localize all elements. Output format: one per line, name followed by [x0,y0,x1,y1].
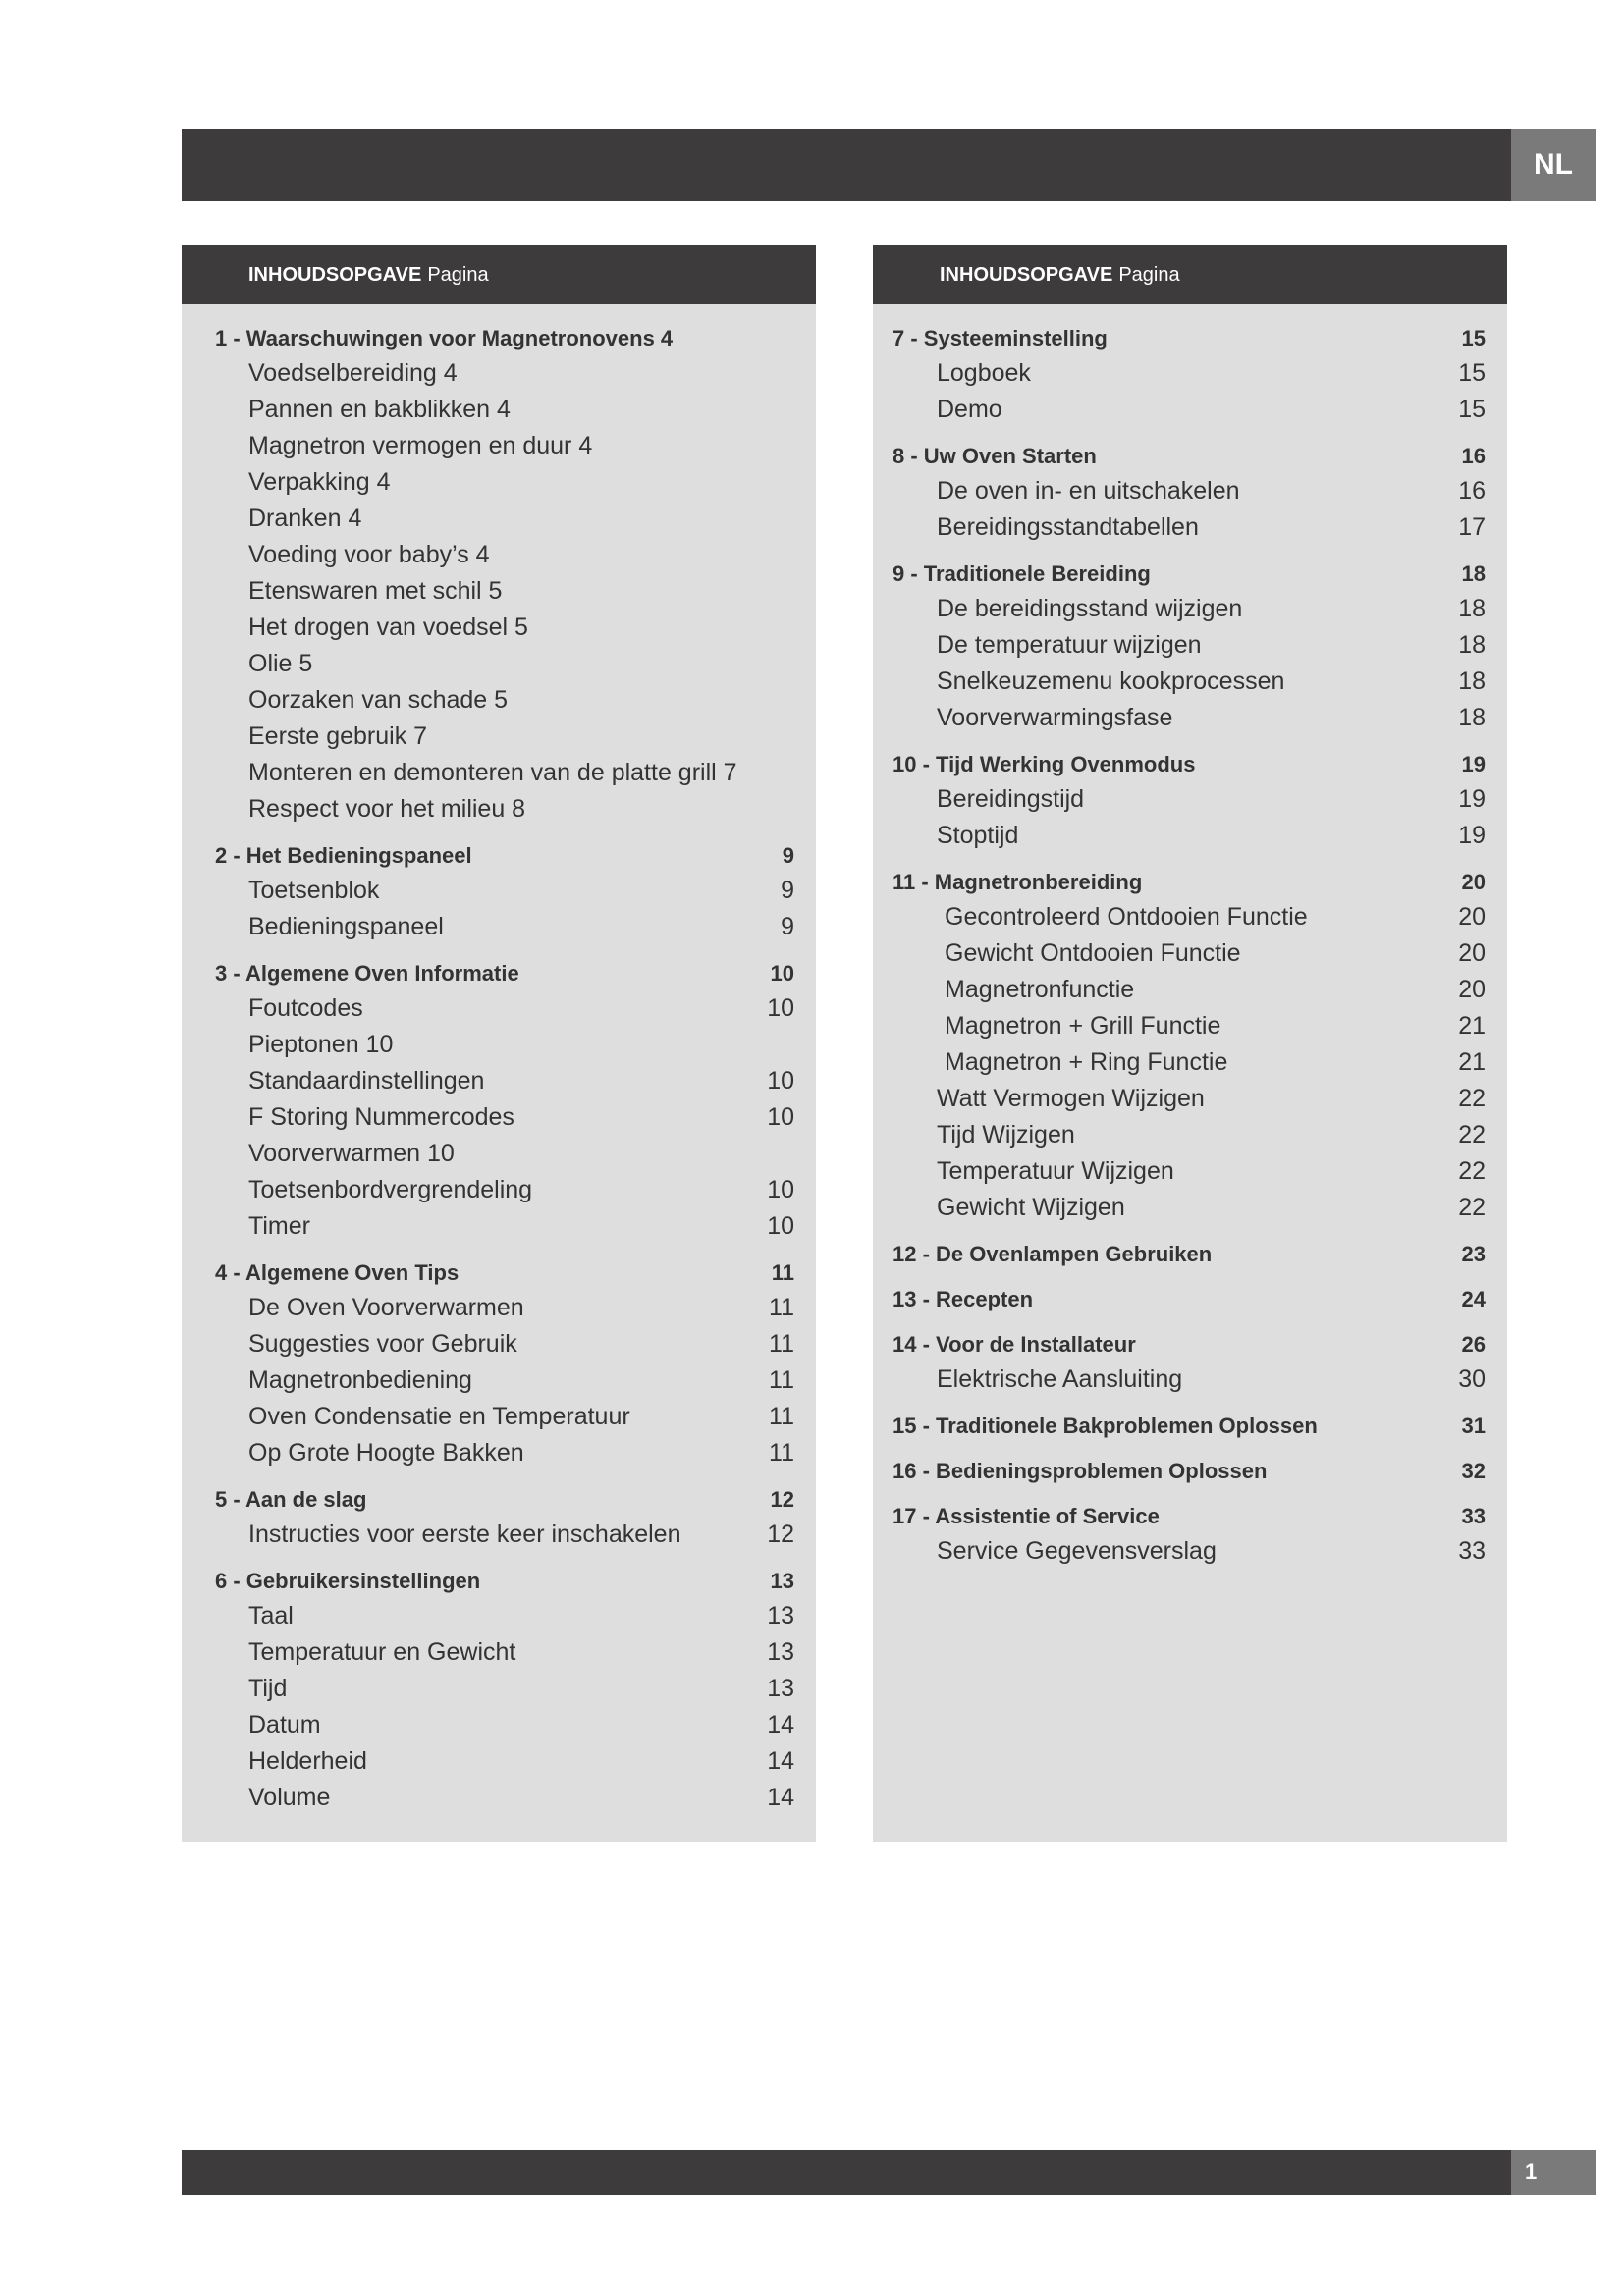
toc-entry[interactable] [893,1153,1486,1190]
toc-entry-label: Foutcodes [248,994,363,1022]
toc-section-title-page: 32 [1461,1459,1486,1483]
toc-section [215,322,794,828]
toc-entry[interactable] [215,1326,794,1362]
toc-entry-label: Elektrische Aansluiting [937,1365,1183,1393]
toc-entry[interactable] [893,972,1486,1008]
toc-entry-page: 10 [767,1103,794,1131]
toc-entry[interactable] [893,627,1486,664]
toc-section [893,1455,1486,1488]
toc-section-title-page: 9 [782,843,794,868]
toc-entry[interactable] [215,1780,794,1816]
toc-entry[interactable] [215,1399,794,1435]
toc-section-title[interactable] [893,558,1486,591]
toc-entry-page: 14 [767,1711,794,1738]
toc-entry-label: Timer [248,1212,310,1240]
toc-section-title-label: 6 - Gebruikersinstellingen [215,1569,481,1593]
toc-section-title[interactable] [893,322,1486,355]
toc-section-title-page: 24 [1461,1287,1486,1311]
toc-entry-page: 15 [1458,359,1486,387]
toc-section-title[interactable] [215,1256,794,1290]
toc-section-title-page: 12 [770,1487,794,1512]
toc-section-title[interactable] [215,1565,794,1598]
toc-entry-page: 22 [1458,1194,1486,1221]
toc-entry[interactable] [215,573,794,610]
toc-entry-label: Helderheid [248,1747,367,1775]
toc-entry[interactable] [215,755,794,791]
toc-entry-label: Toetsenblok [248,877,380,904]
toc-section-title[interactable] [893,1500,1486,1533]
toc-entry[interactable] [215,355,794,392]
toc-entry-label: Het drogen van voedsel 5 [248,614,528,641]
toc-entry-page: 13 [767,1602,794,1629]
toc-entry-label: Toetsenbordvergrendeling [248,1176,533,1203]
toc-entry[interactable] [215,1598,794,1634]
toc-entry[interactable] [893,899,1486,935]
toc-section-title-page: 23 [1461,1242,1486,1266]
toc-section [893,1328,1486,1398]
toc-entry-page: 20 [1458,976,1486,1003]
toc-section-title-page: 13 [770,1569,794,1593]
toc-entry-page: 20 [1458,939,1486,967]
toc-section-title-label: 12 - De Ovenlampen Gebruiken [893,1242,1213,1266]
toc-entry[interactable] [215,428,794,464]
toc-page-label: Pagina [427,263,489,286]
toc-entry-page: 18 [1458,667,1486,695]
toc-entry-label: De temperatuur wijzigen [937,631,1202,659]
toc-entry-label: Eerste gebruik 7 [248,722,428,750]
toc-entry-page: 33 [1458,1537,1486,1565]
toc-entry[interactable] [893,664,1486,700]
toc-section-title-label: 13 - Recepten [893,1287,1034,1311]
toc-entry-label: Suggesties voor Gebruik [248,1330,517,1358]
toc-section-title[interactable] [893,1410,1486,1443]
toc-entry[interactable] [215,1671,794,1707]
toc-section-title-page: 20 [1461,870,1486,894]
toc-section [893,1238,1486,1271]
toc-section-title-label: 5 - Aan de slag [215,1487,367,1512]
toc-entry-label: Magnetronfunctie [945,976,1135,1003]
toc-entry-label: Voeding voor baby’s 4 [248,541,490,568]
toc-entry[interactable] [215,909,794,945]
toc-entry-page: 14 [767,1747,794,1775]
toc-section-title-page: 10 [770,961,794,986]
toc-entry-label: Tijd [248,1675,288,1702]
toc-entry-label: De oven in- en uitschakelen [937,477,1240,505]
toc-page-label: Pagina [1118,263,1180,286]
toc-entry[interactable] [893,1044,1486,1081]
toc-entry[interactable] [215,1290,794,1326]
toc-entry[interactable] [215,464,794,501]
toc-section-title[interactable] [215,839,794,873]
toc-entry-label: Oven Condensatie en Temperatuur [248,1403,630,1430]
toc-entry-page: 18 [1458,595,1486,622]
toc-entry-label: Monteren en demonteren van de platte grill 7 [248,759,737,786]
toc-section-title-page: 16 [1461,444,1486,468]
toc-entry-label: Voorverwarmen 10 [248,1140,455,1167]
toc-entry[interactable] [893,355,1486,392]
toc-entry-label: Magnetron vermogen en duur 4 [248,432,593,459]
toc-entry-label: Gecontroleerd Ontdooien Functie [945,903,1308,931]
toc-entry-label: Pieptonen 10 [248,1031,394,1058]
toc-section [893,1410,1486,1443]
toc-entry[interactable] [893,473,1486,509]
toc-entry[interactable] [893,509,1486,546]
toc-entry-label: Temperatuur Wijzigen [937,1157,1174,1185]
toc-entry[interactable] [215,873,794,909]
toc-section-title-label: 8 - Uw Oven Starten [893,444,1097,468]
toc-section [893,440,1486,546]
toc-entry-label: De Oven Voorverwarmen [248,1294,524,1321]
toc-section-title-page: 31 [1461,1414,1486,1438]
toc-entry-label: Magnetron + Grill Functie [945,1012,1221,1040]
toc-section-title[interactable] [893,1283,1486,1316]
toc-entry-label: F Storing Nummercodes [248,1103,514,1131]
toc-entry[interactable] [893,1008,1486,1044]
toc-entry-label: Datum [248,1711,321,1738]
toc-entry-label: Magnetronbediening [248,1366,472,1394]
toc-entry-page: 20 [1458,903,1486,931]
toc-section-title[interactable] [215,957,794,990]
toc-section-title-page: 15 [1461,326,1486,350]
toc-entry[interactable] [215,1208,794,1245]
toc-entry[interactable] [215,990,794,1027]
toc-entry-page: 9 [781,877,794,904]
toc-panel-header [182,245,816,304]
toc-entry-label: Pannen en bakblikken 4 [248,396,511,423]
toc-entry-label: Service Gegevensverslag [937,1537,1217,1565]
toc-entry-page: 11 [769,1403,794,1430]
toc-entry-label: Gewicht Wijzigen [937,1194,1125,1221]
toc-entry-page: 11 [769,1439,794,1467]
toc-list-left [182,304,816,1816]
toc-entry[interactable] [893,935,1486,972]
toc-section-title-label: 7 - Systeeminstelling [893,326,1108,350]
toc-entry[interactable] [215,1099,794,1136]
toc-entry[interactable] [215,501,794,537]
toc-entry-label: Bereidingsstandtabellen [937,513,1199,541]
toc-entry-label: Oorzaken van schade 5 [248,686,509,714]
toc-entry-page: 30 [1458,1365,1486,1393]
toc-entry-label: Bereidingstijd [937,785,1085,813]
toc-title: INHOUDSOPGAVE [248,263,422,286]
toc-section-title[interactable] [893,1328,1486,1362]
toc-entry-page: 12 [767,1521,794,1548]
toc-entry[interactable] [215,537,794,573]
toc-section-title-label: 1 - Waarschuwingen voor Magnetronovens 4 [215,326,674,350]
toc-entry[interactable] [215,1634,794,1671]
toc-entry[interactable] [893,392,1486,428]
toc-list-right [873,304,1507,1570]
toc-entry-label: Stoptijd [937,822,1019,849]
toc-entry[interactable] [215,1136,794,1172]
toc-entry[interactable] [893,818,1486,854]
toc-entry[interactable] [215,1517,794,1553]
toc-section-title[interactable] [215,322,794,355]
toc-panel-left [182,245,816,1842]
toc-section-title-label: 9 - Traditionele Bereiding [893,561,1151,586]
toc-entry[interactable] [215,1172,794,1208]
toc-section [893,322,1486,428]
toc-entry-page: 11 [769,1294,794,1321]
toc-section [215,1256,794,1471]
toc-panel-right [873,245,1507,1842]
toc-section-title-page: 18 [1461,561,1486,586]
toc-entry-label: Voedselbereiding 4 [248,359,458,387]
toc-entry-page: 10 [767,1176,794,1203]
toc-entry-label: Etenswaren met schil 5 [248,577,503,605]
toc-section-title[interactable] [893,1455,1486,1488]
toc-section-title-label: 14 - Voor de Installateur [893,1332,1136,1357]
toc-entry-label: Temperatuur en Gewicht [248,1638,516,1666]
toc-entry-page: 22 [1458,1085,1486,1112]
toc-section [215,1565,794,1816]
toc-entry-label: Snelkeuzemenu kookprocessen [937,667,1285,695]
toc-entry-page: 21 [1458,1048,1486,1076]
toc-section-title[interactable] [893,866,1486,899]
toc-entry[interactable] [215,1027,794,1063]
toc-entry-page: 18 [1458,704,1486,731]
toc-entry[interactable] [215,392,794,428]
toc-entry-label: Respect voor het milieu 8 [248,795,526,823]
toc-entry-label: Gewicht Ontdooien Functie [945,939,1241,967]
toc-entry-label: Olie 5 [248,650,313,677]
toc-section [893,1500,1486,1570]
toc-entry[interactable] [893,1190,1486,1226]
toc-section [893,558,1486,736]
toc-entry[interactable] [215,610,794,646]
toc-entry-label: Voorverwarmingsfase [937,704,1173,731]
toc-entry-page: 19 [1458,822,1486,849]
toc-entry[interactable] [215,1743,794,1780]
toc-entry[interactable] [215,791,794,828]
toc-entry-label: Instructies voor eerste keer inschakelen [248,1521,681,1548]
toc-entry-page: 10 [767,1067,794,1095]
toc-entry-label: Taal [248,1602,294,1629]
toc-entry-page: 15 [1458,396,1486,423]
footer-bar [182,2150,1511,2195]
toc-entry[interactable] [893,700,1486,736]
toc-entry-page: 19 [1458,785,1486,813]
toc-section-title-label: 15 - Traditionele Bakproblemen Oplossen [893,1414,1318,1438]
toc-entry-label: Watt Vermogen Wijzigen [937,1085,1205,1112]
toc-entry[interactable] [215,1435,794,1471]
toc-section [215,839,794,945]
toc-section-title-label: 16 - Bedieningsproblemen Oplossen [893,1459,1268,1483]
toc-entry-page: 13 [767,1638,794,1666]
toc-entry-label: Tijd Wijzigen [937,1121,1075,1148]
toc-entry-label: Magnetron + Ring Functie [945,1048,1228,1076]
toc-entry-label: Demo [937,396,1002,423]
toc-entry-page: 14 [767,1784,794,1811]
toc-entry-label: De bereidingsstand wijzigen [937,595,1243,622]
toc-entry-page: 9 [781,913,794,940]
toc-entry[interactable] [893,1117,1486,1153]
toc-section [215,1483,794,1553]
toc-section-title-label: 10 - Tijd Werking Ovenmodus [893,752,1196,776]
toc-entry[interactable] [893,1362,1486,1398]
toc-entry[interactable] [215,1063,794,1099]
toc-section-title-page: 33 [1461,1504,1486,1528]
toc-entry[interactable] [215,646,794,682]
toc-section-title-label: 17 - Assistentie of Service [893,1504,1160,1528]
toc-entry-page: 16 [1458,477,1486,505]
toc-entry-label: Volume [248,1784,331,1811]
toc-entry-page: 11 [769,1330,794,1358]
toc-entry[interactable] [893,781,1486,818]
toc-entry-page: 13 [767,1675,794,1702]
toc-entry-page: 10 [767,1212,794,1240]
toc-entry[interactable] [215,1707,794,1743]
toc-entry[interactable] [215,682,794,719]
toc-entry-page: 10 [767,994,794,1022]
toc-section-title[interactable] [215,1483,794,1517]
toc-panel-header [873,245,1507,304]
toc-entry-page: 18 [1458,631,1486,659]
toc-entry[interactable] [215,719,794,755]
toc-entry-page: 22 [1458,1121,1486,1148]
toc-title: INHOUDSOPGAVE [940,263,1113,286]
toc-section-title-label: 4 - Algemene Oven Tips [215,1260,460,1285]
toc-section [893,866,1486,1226]
toc-section [893,1283,1486,1316]
toc-entry-label: Verpakking 4 [248,468,391,496]
toc-entry-page: 11 [769,1366,794,1394]
toc-entry[interactable] [215,1362,794,1399]
toc-section-title-page: 26 [1461,1332,1486,1357]
toc-section-title[interactable] [893,748,1486,781]
toc-entry-label: Standaardinstellingen [248,1067,485,1095]
toc-section [215,957,794,1245]
toc-entry[interactable] [893,1081,1486,1117]
toc-section [893,748,1486,854]
toc-entry-label: Op Grote Hoogte Bakken [248,1439,524,1467]
toc-entry-page: 22 [1458,1157,1486,1185]
toc-section-title-label: 2 - Het Bedieningspaneel [215,843,472,868]
toc-entry-label: Logboek [937,359,1031,387]
toc-section-title[interactable] [893,1238,1486,1271]
toc-section-title-page: 11 [771,1260,794,1285]
toc-entry-label: Bedieningspaneel [248,913,444,940]
toc-entry-label: Dranken 4 [248,505,362,532]
language-badge: NL [1511,129,1596,201]
toc-entry-page: 21 [1458,1012,1486,1040]
toc-section-title-label: 3 - Algemene Oven Informatie [215,961,519,986]
toc-section-title-page: 19 [1461,752,1486,776]
header-bar [182,129,1511,201]
toc-entry[interactable] [893,591,1486,627]
toc-entry-page: 17 [1458,513,1486,541]
page-number: 1 [1511,2150,1596,2195]
toc-section-title-label: 11 - Magnetronbereiding [893,870,1143,894]
toc-section-title[interactable] [893,440,1486,473]
toc-entry[interactable] [893,1533,1486,1570]
